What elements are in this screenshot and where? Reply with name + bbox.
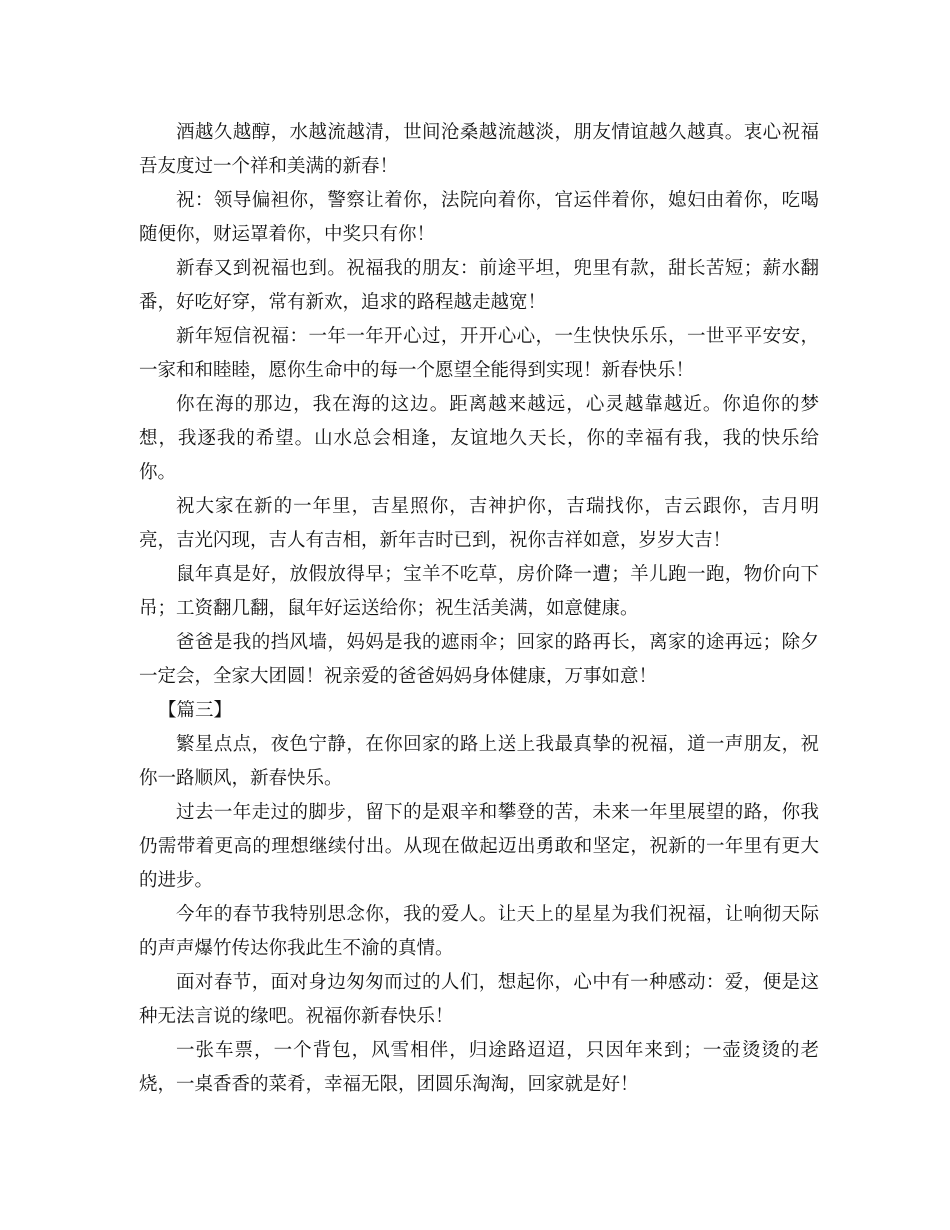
paragraph: 爸爸是我的挡风墙，妈妈是我的遮雨伞；回家的路再长，离家的途再远；除夕一定会，全家大团圆！祝亲爱的爸爸妈妈身体健康，万事如意！ bbox=[139, 632, 819, 687]
paragraph: 过去一年走过的脚步，留下的是艰辛和攀登的苦，未来一年里展望的路，你我仍需带着更高的理想继续付出。从现在做起迈出勇敢和坚定，祝新的一年里有更大的进步。 bbox=[139, 802, 819, 891]
paragraph: 今年的春节我特别思念你，我的爱人。让天上的星星为我们祝福，让响彻天际的声声爆竹传达你我此生不渝的真情。 bbox=[139, 904, 819, 959]
paragraph: 祝大家在新的一年里，吉星照你，吉神护你，吉瑞找你，吉云跟你，吉月明亮，吉光闪现，吉人有吉相，新年吉时已到，祝你吉祥如意，岁岁大吉！ bbox=[139, 496, 819, 551]
paragraph: 新春又到祝福也到。祝福我的朋友：前途平坦，兜里有款，甜长苦短；薪水翻番，好吃好穿，常有新欢，追求的路程越走越宽！ bbox=[139, 258, 819, 313]
document-body bbox=[139, 116, 819, 1102]
paragraph: 你在海的那边，我在海的这边。距离越来越远，心灵越靠越近。你追你的梦想，我逐我的希望。山水总会相逢，友谊地久天长，你的幸福有我，我的快乐给你。 bbox=[139, 394, 819, 483]
paragraph: 面对春节，面对身边匆匆而过的人们，想起你，心中有一种感动：爱，便是这种无法言说的缘吧。祝福你新春快乐！ bbox=[139, 972, 819, 1027]
paragraph: 鼠年真是好，放假放得早；宝羊不吃草，房价降一遭；羊儿跑一跑，物价向下吊；工资翻几翻，鼠年好运送给你；祝生活美满，如意健康。 bbox=[139, 564, 819, 619]
paragraph: 一张车票，一个背包，风雪相伴，归途路迢迢，只因年来到；一壶烫烫的老烧，一桌香香的菜肴，幸福无限，团圆乐淘淘，回家就是好！ bbox=[139, 1040, 819, 1095]
paragraph: 新年短信祝福：一年一年开心过，开开心心，一生快快乐乐，一世平平安安，一家和和睦睦，愿你生命中的每一个愿望全能得到实现！新春快乐！ bbox=[139, 326, 819, 381]
paragraph: 酒越久越醇，水越流越清，世间沧桑越流越淡，朋友情谊越久越真。衷心祝福吾友度过一个祥和美满的新春！ bbox=[139, 122, 819, 177]
paragraph: 祝：领导偏袒你，警察让着你，法院向着你，官运伴着你，媳妇由着你，吃喝随便你，财运罩着你，中奖只有你！ bbox=[139, 190, 819, 245]
paragraph: 繁星点点，夜色宁静，在你回家的路上送上我最真挚的祝福，道一声朋友，祝你一路顺风，新春快乐。 bbox=[139, 734, 819, 789]
section-heading: 【篇三】 bbox=[158, 700, 233, 721]
